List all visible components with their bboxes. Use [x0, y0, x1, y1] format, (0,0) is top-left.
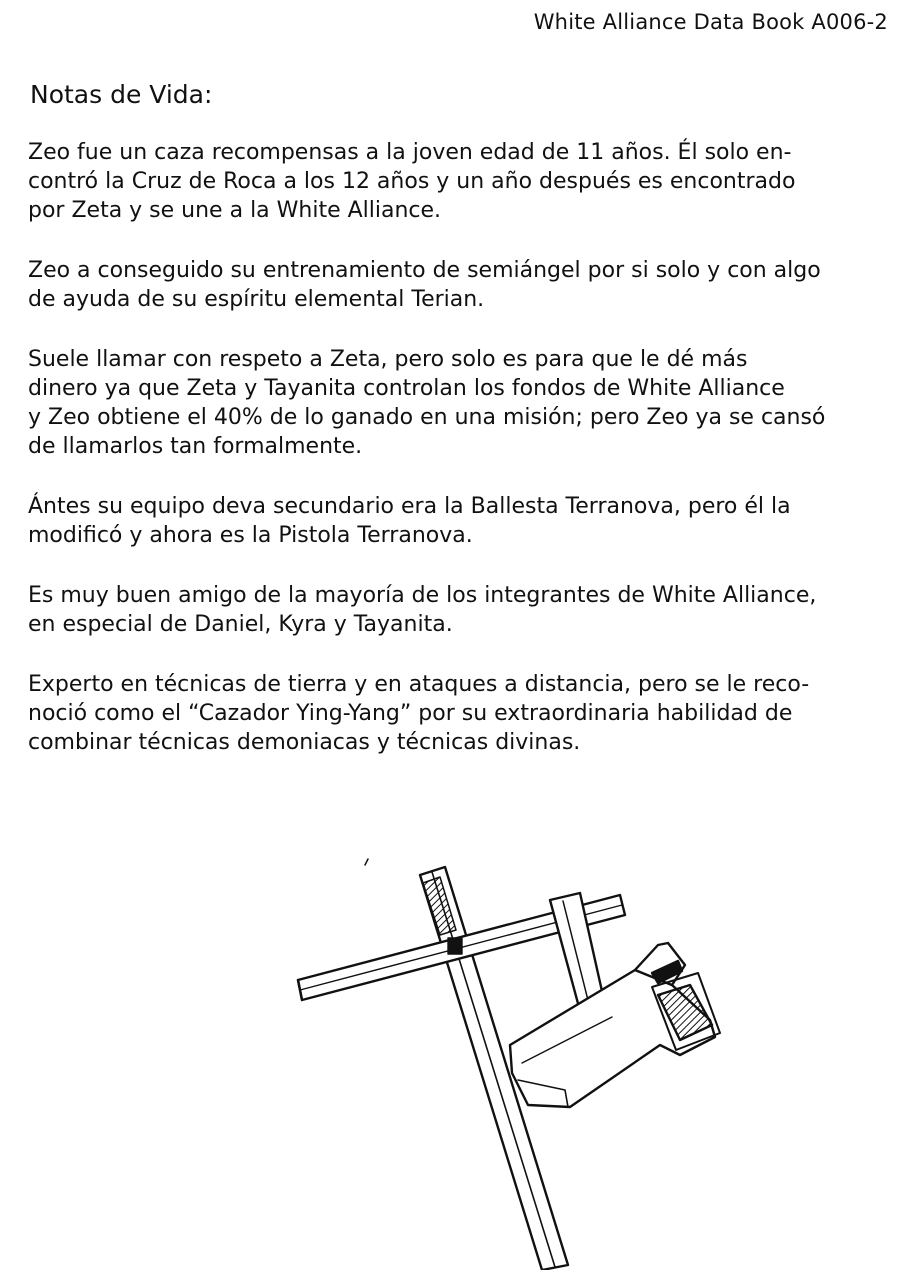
cross-crossbow-pistol-icon	[280, 845, 740, 1270]
section-title: Notas de Vida:	[30, 80, 213, 109]
paragraph-2: Zeo a conseguido su entrenamiento de semiángel por si solo y con algo de ayuda de su espíritu elemental Terian.	[28, 258, 821, 312]
paragraph-3: Suele llamar con respeto a Zeta, pero solo es para que le dé más dinero ya que Zeta y Tayanita controlan los fondos de White Alliance y Zeo obtiene el 40% de lo ganado en una misión; pero Zeo ya se cansó de llamarlos tan formalmente.	[28, 347, 826, 459]
paragraph-1: Zeo fue un caza recompensas a la joven edad de 11 años. Él solo en- contró la Cruz de Roca a los 12 años y un año después es encontrado por Zeta y se une a la White Alliance.	[28, 140, 796, 223]
paragraph-5: Es muy buen amigo de la mayoría de los integrantes de White Alliance, en especial de Daniel, Kyra y Tayanita.	[28, 583, 817, 637]
page-header: White Alliance Data Book A006-2	[533, 10, 888, 34]
paragraph-4: Ántes su equipo deva secundario era la Ballesta Terranova, pero él la modificó y ahora es la Pistola Terranova.	[28, 494, 791, 548]
notes-body	[28, 138, 873, 788]
paragraph-6: Experto en técnicas de tierra y en ataques a distancia, pero se le reco- noció como el “Cazador Ying-Yang” por su extraordinaria habilidad de combinar técnicas demoniacas y técnicas divinas.	[28, 672, 810, 755]
